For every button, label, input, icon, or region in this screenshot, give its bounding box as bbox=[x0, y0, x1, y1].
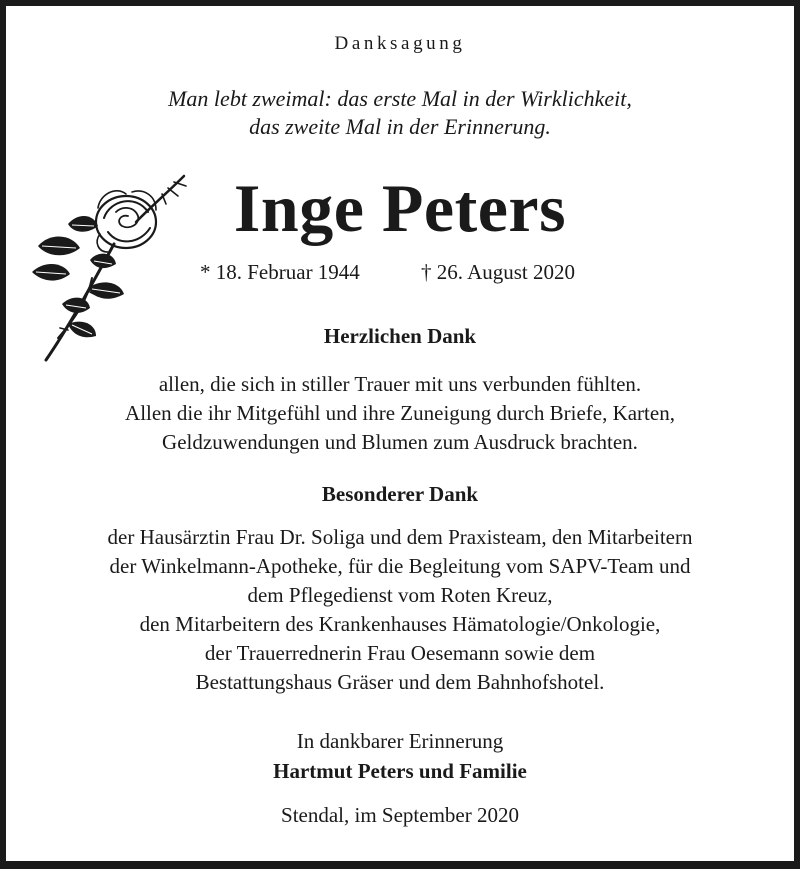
section-text-besonderer-dank bbox=[0, 523, 800, 697]
memorial-quote bbox=[0, 85, 800, 141]
notice-heading: Danksagung bbox=[334, 33, 466, 54]
place-and-date: Stendal, im September 2020 bbox=[281, 803, 519, 827]
text-line: den Mitarbeitern des Krankenhauses Hämatologie/Onkologie, bbox=[139, 612, 661, 636]
text-line: Geldzuwendungen und Blumen zum Ausdruck brachten. bbox=[162, 430, 638, 454]
section-title-herzlichen-dank: Herzlichen Dank bbox=[323, 324, 477, 348]
family-signature: Hartmut Peters und Familie bbox=[273, 759, 527, 783]
text-line: der Trauerrednerin Frau Oesemann sowie dem bbox=[204, 641, 596, 665]
section-text-herzlichen-dank bbox=[0, 370, 800, 457]
birth-date: * 18. Februar 1944 bbox=[200, 260, 360, 284]
quote-line-1: Man lebt zweimal: das erste Mal in der Wirklichkeit, bbox=[168, 86, 632, 111]
deceased-name: Inge Peters bbox=[233, 170, 567, 246]
death-date: † 26. August 2020 bbox=[421, 260, 576, 284]
section-title-besonderer-dank: Besonderer Dank bbox=[321, 482, 479, 506]
closing-phrase: In dankbarer Erinnerung bbox=[296, 729, 504, 753]
closing-block bbox=[0, 726, 800, 786]
text-line: allen, die sich in stiller Trauer mit uns verbunden fühlten. bbox=[158, 372, 642, 396]
text-line: Allen die ihr Mitgefühl und ihre Zuneigung durch Briefe, Karten, bbox=[125, 401, 675, 425]
text-line: der Winkelmann-Apotheke, für die Begleitung vom SAPV-Team und bbox=[109, 554, 691, 578]
text-line: dem Pflegedienst vom Roten Kreuz, bbox=[247, 583, 553, 607]
text-line: Bestattungshaus Gräser und dem Bahnhofshotel. bbox=[195, 670, 605, 694]
quote-line-2: das zweite Mal in der Erinnerung. bbox=[249, 114, 551, 139]
text-line: der Hausärztin Frau Dr. Soliga und dem Praxisteam, den Mitarbeitern bbox=[107, 525, 693, 549]
